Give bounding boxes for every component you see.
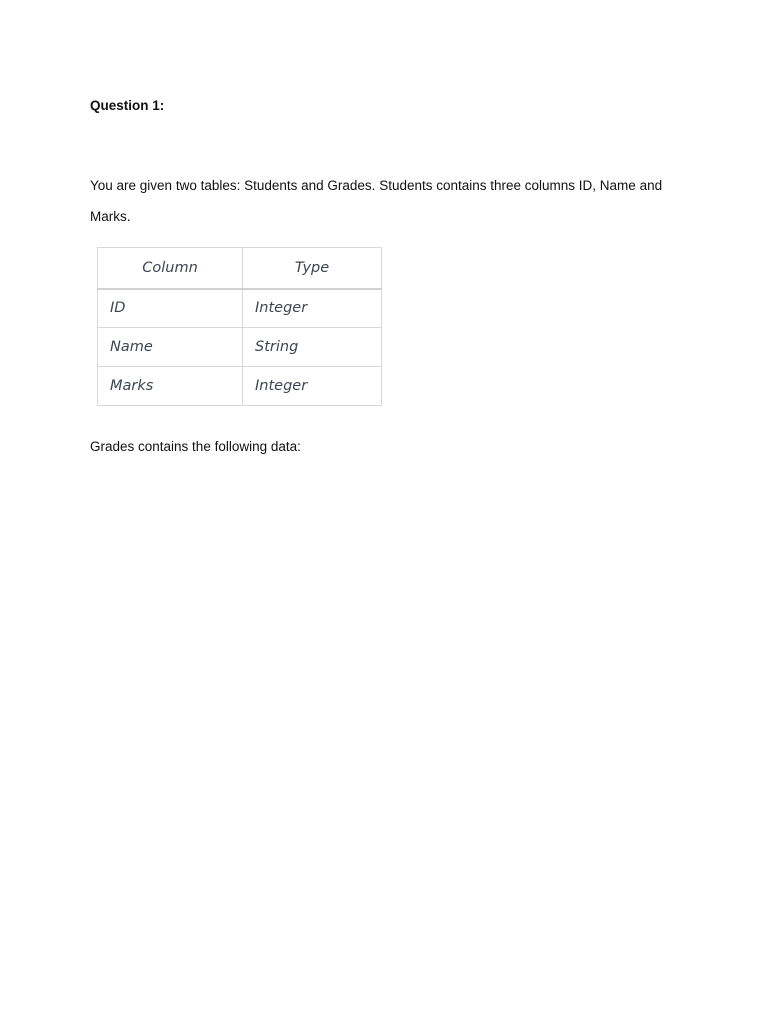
table-header [98, 248, 382, 289]
table-row [98, 367, 382, 406]
column-name-cell: Name [98, 328, 243, 367]
header-type: Type [243, 248, 382, 289]
column-name-cell: Marks [98, 367, 243, 406]
header-column: Column [98, 248, 243, 289]
outro-paragraph: Grades contains the following data: [90, 439, 301, 454]
column-type-cell: String [243, 328, 382, 367]
column-name-cell: ID [98, 289, 243, 328]
table-body [98, 289, 382, 406]
table-header-row [98, 248, 382, 289]
table-row [98, 328, 382, 367]
column-type-cell: Integer [243, 289, 382, 328]
students-schema-table [97, 247, 382, 406]
question-title: Question 1: [90, 98, 165, 113]
column-type-cell: Integer [243, 367, 382, 406]
table-row [98, 289, 382, 328]
intro-paragraph: You are given two tables: Students and Grades. Students contains three columns ID, Name and Marks. [90, 178, 663, 224]
